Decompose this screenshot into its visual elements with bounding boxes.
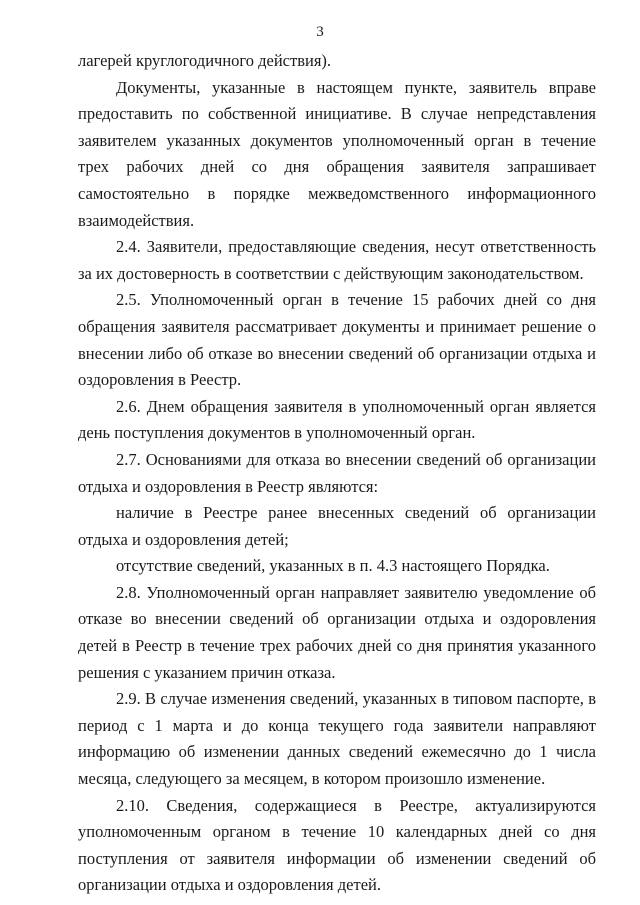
paragraph-2-6: 2.6. Днем обращения заявителя в уполномоченный орган является день поступления документов в уполномоченный орган. <box>78 396 596 443</box>
paragraph-2-5: 2.5. Уполномоченный орган в течение 15 рабочих дней со дня обращения заявителя рассматривает документы и принимает решение о внесении либо об отказе во внесении сведений об организации отдыха и оздоровления в Реестр. <box>78 290 596 390</box>
paragraph-continuation: лагерей круглогодичного действия). <box>78 51 332 70</box>
paragraph-refusal-reason-1: наличие в Реестре ранее внесенных сведений об организации отдыха и оздоровления детей; <box>78 503 596 549</box>
page-number: 3 <box>316 24 324 40</box>
paragraph-2-4: 2.4. Заявители, предоставляющие сведения, несут ответственность за их достоверность в соответствии с действующим законодательством. <box>78 237 596 283</box>
paragraph-documents: Документы, указанные в настоящем пункте, заявитель вправе предоставить по собственной инициативе. В случае непредставления заявителем указанных документов уполномоченный орган в течение трех рабочих дней со дня обращения заявителя запрашивает самостоятельно в порядке межведомственного информационного взаимодействия. <box>78 77 596 230</box>
paragraph-2-7: 2.7. Основаниями для отказа во внесении сведений об организации отдыха и оздоровления в Реестр являются: <box>78 449 596 496</box>
paragraph-refusal-reason-2: отсутствие сведений, указанных в п. 4.3 настоящего Порядка. <box>116 556 550 576</box>
paragraph-2-9: 2.9. В случае изменения сведений, указанных в типовом паспорте, в период с 1 марта и до конца текущего года заявители направляют информацию об изменении данных сведений ежемесячно до 1 числа месяца, следующего за месяцем, в котором произошло изменение. <box>78 689 596 789</box>
paragraph-2-10: 2.10. Сведения, содержащиеся в Реестре, актуализируются уполномоченным органом в течение 10 календарных дней со дня поступления от заявителя информации об изменении сведений об организации отдыха и оздоровления детей. <box>78 795 596 895</box>
paragraph-2-8: 2.8. Уполномоченный орган направляет заявителю уведомление об отказе во внесении сведений об организации отдыха и оздоровления детей в Реестр в течение трех рабочих дней со дня принятия указанного решения с указанием причин отказа. <box>78 582 596 682</box>
document-body <box>78 48 596 899</box>
